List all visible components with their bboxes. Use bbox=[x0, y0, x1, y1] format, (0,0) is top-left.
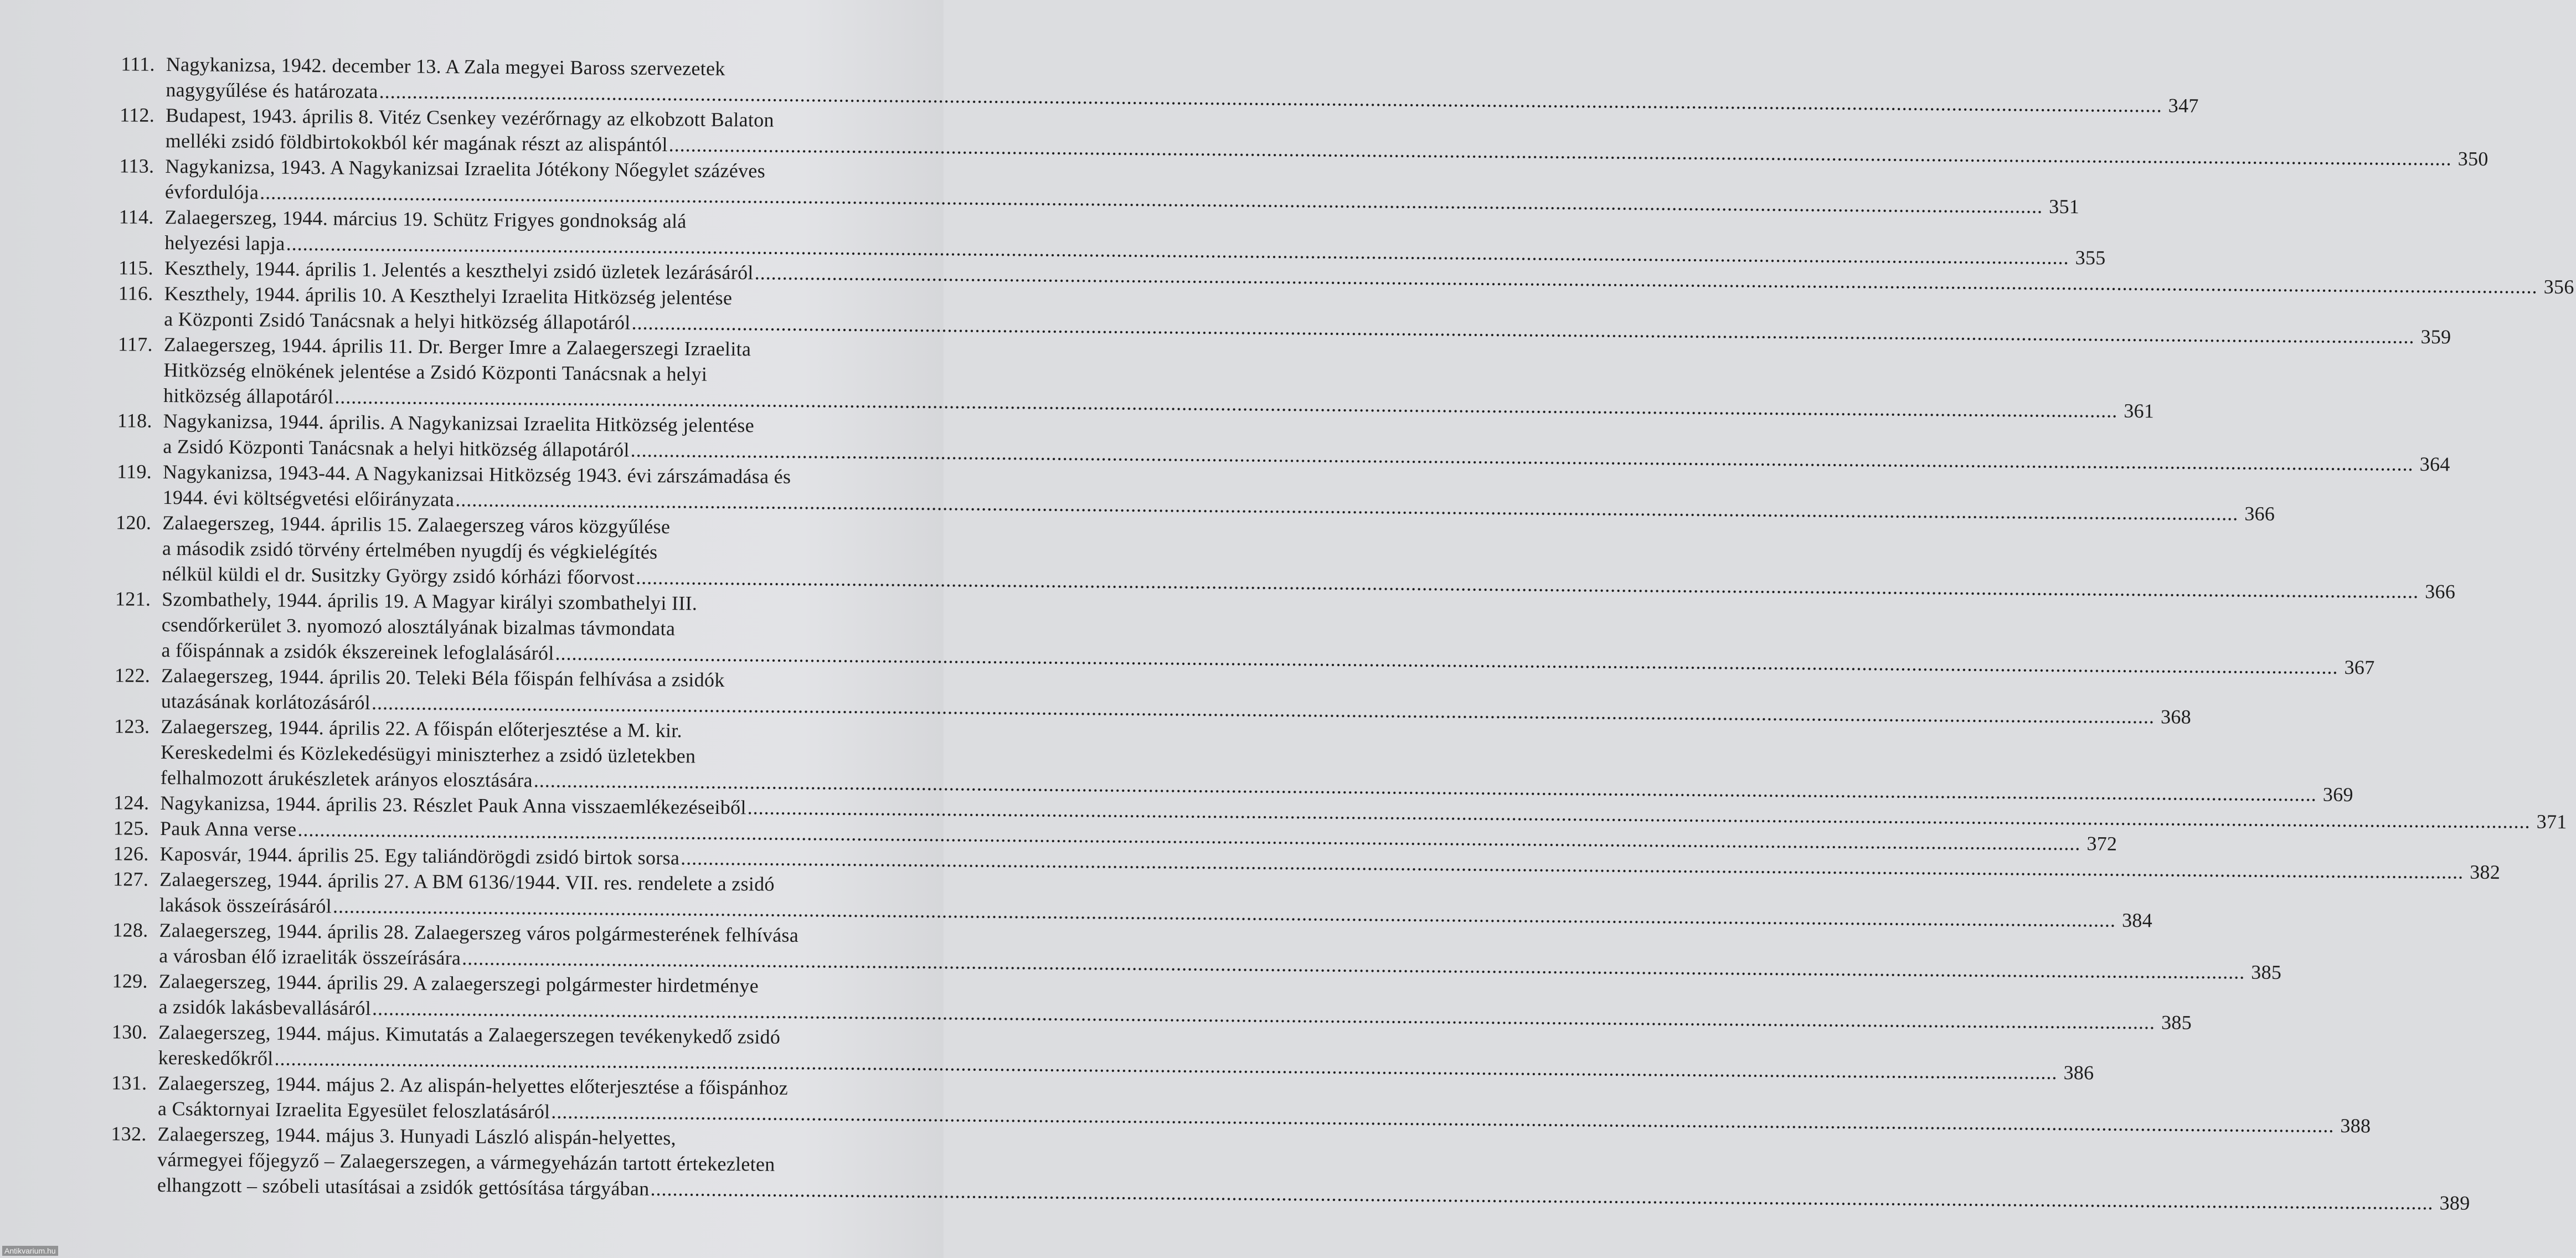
entry-number: 118. bbox=[117, 409, 152, 432]
entry-line: a főispánnak a zsidók ékszereinek lefoglalásáról bbox=[161, 638, 554, 664]
entry-number: 116. bbox=[118, 282, 153, 305]
entry-number: 131. bbox=[111, 1071, 147, 1094]
entry-line: Zalaegerszeg, 1944. május 3. Hunyadi László alispán-helyettes, bbox=[157, 1122, 677, 1149]
entry-number: 117. bbox=[117, 333, 153, 355]
entry-number: 128. bbox=[112, 919, 148, 941]
entry-line: a második zsidó törvény értelmében nyugdíj és végkielégítés bbox=[162, 537, 658, 564]
entry-line: Budapest, 1943. április 8. Vitéz Csenkey vezérőrnagy az elkobzott Balaton bbox=[165, 104, 774, 131]
entry-line: csendőrkerület 3. nyomozó alosztályának bizalmas távmondata bbox=[161, 613, 676, 640]
page-number: 366 bbox=[2425, 580, 2456, 603]
entry-line: Zalaegerszeg, 1944. április 15. Zalaegerszeg város közgyűlése bbox=[162, 511, 671, 538]
entry-line: Nagykanizsa, 1943. A Nagykanizsai Izraelita Jótékony Nőegylet százéves bbox=[165, 155, 766, 182]
entry-number: 111. bbox=[121, 53, 155, 75]
page-number: 369 bbox=[2322, 783, 2353, 806]
entry-line: Zalaegerszeg, 1944. március 19. Schütz Frigyes gondnokság alá bbox=[164, 206, 687, 233]
entry-line: utazásának korlátozásáról bbox=[161, 689, 371, 714]
entry-number: 129. bbox=[112, 970, 148, 992]
page-number: 347 bbox=[2168, 94, 2199, 117]
page-number: 351 bbox=[2049, 195, 2080, 218]
entry-line: Pauk Anna verse bbox=[159, 817, 297, 841]
entry-number: 125. bbox=[113, 817, 150, 839]
entry-line: hitközség állapotáról bbox=[163, 384, 334, 408]
entry-number: 121. bbox=[115, 587, 151, 610]
page-number: 385 bbox=[2161, 1011, 2192, 1034]
entry-line: Zalaegerszeg, 1944. április 28. Zalaegerszeg város polgármesterének felhívása bbox=[159, 919, 799, 947]
entry-line: Keszthely, 1944. április 1. Jelentés a keszthelyi zsidó üzletek lezárásáról bbox=[164, 257, 754, 284]
entry-line: Zalaegerszeg, 1944. április 11. Dr. Berger Imre a Zalaegerszegi Izraelita bbox=[163, 333, 751, 360]
page-number: 366 bbox=[2244, 502, 2275, 525]
table-of-contents bbox=[85, 51, 2574, 1214]
entry-line: melléki zsidó földbirtokokból kér magának részt az alispántól bbox=[165, 130, 668, 156]
entry-line: lakások összeírásáról bbox=[159, 893, 332, 917]
entry-line: helyezési lapja bbox=[164, 231, 285, 255]
entry-number: 130. bbox=[111, 1020, 148, 1043]
page-number: 359 bbox=[2420, 326, 2451, 348]
entry-line: Zalaegerszeg, 1944. április 27. A BM 6136/1944. VII. res. rendelete a zsidó bbox=[159, 868, 775, 895]
entry-line: Zalaegerszeg, 1944. április 29. A zalaegerszegi polgármester hirdetménye bbox=[158, 970, 759, 997]
page-number: 367 bbox=[2344, 656, 2375, 679]
entry-number: 120. bbox=[115, 511, 152, 534]
entry-line: Kereskedelmi és Közlekedésügyi miniszterhez a zsidó üzletekben bbox=[160, 740, 696, 767]
entry-number: 124. bbox=[113, 791, 150, 814]
entry-line: a városban élő izraeliták összeírására bbox=[159, 944, 461, 970]
entry-line: a Csáktornyai Izraelita Egyesület feloszlatásáról bbox=[157, 1097, 550, 1123]
entry-line: Zalaegerszeg, 1944. május 2. Az alispán-helyettes előterjesztése a főispánhoz bbox=[158, 1071, 789, 1099]
entry-line: Zalaegerszeg, 1944. május. Kimutatás a Zalaegerszegen tevékenykedő zsidó bbox=[158, 1020, 781, 1048]
page-number: 368 bbox=[2160, 705, 2192, 728]
page-number: 386 bbox=[2063, 1061, 2094, 1084]
entry-line: Hitközség elnökének jelentése a Zsidó Központi Tanácsnak a helyi bbox=[163, 359, 708, 385]
entry-number: 112. bbox=[120, 104, 155, 126]
entry-number: 132. bbox=[111, 1122, 147, 1145]
entry-line: Nagykanizsa, 1942. december 13. A Zala megyei Baross szervezetek bbox=[166, 53, 725, 80]
entry-line: Nagykanizsa, 1943-44. A Nagykanizsai Hitközség 1943. évi zárszámadása és bbox=[162, 460, 791, 488]
page-number: 382 bbox=[2470, 860, 2501, 884]
page-number: 389 bbox=[2439, 1192, 2470, 1214]
entry-line: Keszthely, 1944. április 10. A Keszthelyi Izraelita Hitközség jelentése bbox=[164, 282, 733, 310]
entry-number: 113. bbox=[119, 154, 154, 177]
entry-number: 122. bbox=[114, 664, 151, 687]
entry-line: a Központi Zsidó Tanácsnak a helyi hitközség állapotáról bbox=[164, 308, 631, 334]
entry-number: 115. bbox=[118, 256, 154, 279]
entry-line: Nagykanizsa, 1944. április. A Nagykanizsai Izraelita Hitközség jelentése bbox=[163, 410, 755, 437]
entry-number: 126. bbox=[113, 842, 149, 865]
entry-line: évfordulója bbox=[164, 181, 259, 204]
entry-line: vármegyei főjegyző – Zalaegerszegen, a vármegyeházán tartott értekezleten bbox=[157, 1148, 775, 1175]
page-number: 384 bbox=[2121, 909, 2153, 932]
page-number: 385 bbox=[2251, 961, 2282, 984]
entry-number: 114. bbox=[119, 205, 154, 228]
entry-number: 119. bbox=[117, 460, 152, 483]
entry-line: elhangzott – szóbeli utasításai a zsidók gettósítása tárgyában bbox=[157, 1173, 650, 1200]
entry-line: 1944. évi költségvetési előirányzata bbox=[162, 486, 455, 511]
entry-line: Zalaegerszeg, 1944. április 20. Teleki Béla főispán felhívása a zsidók bbox=[161, 664, 725, 691]
page-number: 356 bbox=[2543, 275, 2574, 298]
page-number: 355 bbox=[2075, 246, 2106, 269]
entry-line: kereskedőkről bbox=[158, 1046, 274, 1070]
page-number: 371 bbox=[2536, 810, 2567, 833]
page-number: 350 bbox=[2457, 147, 2489, 170]
entry-line: Nagykanizsa, 1944. április 23. Részlet Pauk Anna visszaemlékezéseiből bbox=[160, 791, 746, 819]
entry-line: Kaposvár, 1944. április 25. Egy taliándörögdi zsidó birtok sorsa bbox=[159, 842, 680, 869]
entry-line: nagygyűlése és határozata bbox=[166, 79, 378, 103]
entry-line: a Zsidó Központi Tanácsnak a helyi hitközség állapotáról bbox=[163, 435, 630, 461]
entry-line: a zsidók lakásbevallásáról bbox=[158, 995, 372, 1019]
watermark: Antikvarium.hu bbox=[2, 1246, 58, 1256]
entry-line: nélkül küldi el dr. Susitzky György zsidó kórházi főorvost bbox=[162, 562, 635, 589]
entry-number: 127. bbox=[112, 868, 149, 890]
entry-number: 123. bbox=[114, 715, 150, 738]
entry-line: Zalaegerszeg, 1944. április 22. A főispán előterjesztése a M. kir. bbox=[161, 715, 683, 742]
page-number: 372 bbox=[2086, 832, 2118, 855]
page-number: 361 bbox=[2124, 399, 2155, 422]
entry-line: felhalmozott árukészletek arányos elosztására bbox=[160, 766, 533, 792]
page-number: 388 bbox=[2340, 1114, 2371, 1137]
entry-line: Szombathely, 1944. április 19. A Magyar királyi szombathelyi III. bbox=[162, 587, 698, 615]
page-number: 364 bbox=[2419, 453, 2450, 476]
